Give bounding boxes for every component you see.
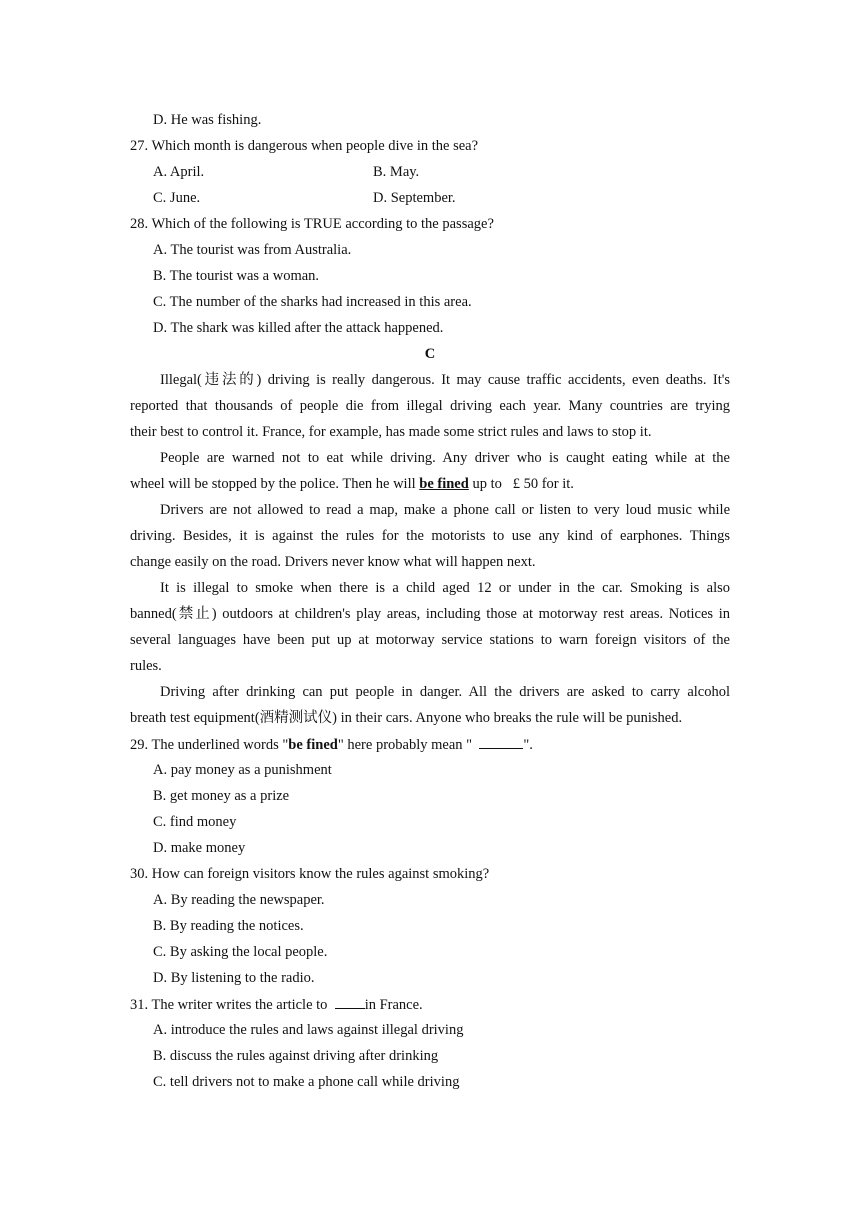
q31-text: in France. — [364, 997, 423, 1013]
p1-line: their best to control it. France, for example, has made some strict rules and laws to stop it. — [130, 424, 652, 440]
q29-option-c: C. find money — [153, 814, 237, 830]
answer-blank — [335, 994, 365, 1009]
q31-question — [130, 994, 730, 1014]
q29-text: ". — [523, 737, 533, 753]
q30-option-b: B. By reading the notices. — [153, 918, 304, 934]
answer-blank — [479, 734, 523, 749]
q31-text: 31. The writer writes the article to — [130, 997, 335, 1013]
q29-option-b: B. get money as a prize — [153, 788, 290, 804]
q30-option-c: C. By asking the local people. — [153, 944, 328, 960]
p4-line: banned(禁止) outdoors at children's play areas, including those at motorway rest areas. Notices in — [130, 606, 730, 622]
q29-option-d: D. make money — [153, 840, 246, 856]
q29-text: 29. The underlined words " — [130, 737, 289, 753]
p4-line: several languages have been put up at motorway service stations to warn foreign visitors of the — [130, 632, 730, 648]
q28-option-a: A. The tourist was from Australia. — [153, 242, 352, 258]
q29-option-a: A. pay money as a punishment — [153, 762, 332, 778]
passage-heading: C — [424, 346, 436, 362]
q26-option-d: D. He was fishing. — [153, 112, 262, 128]
q31-option-a: A. introduce the rules and laws against illegal driving — [153, 1022, 464, 1038]
q31-option-b: B. discuss the rules against driving after drinking — [153, 1048, 439, 1064]
q27-question: 27. Which month is dangerous when people dive in the sea? — [130, 138, 479, 154]
p1-line: reported that thousands of people die from illegal driving each year. Many countries are trying — [130, 398, 730, 414]
q28-option-b: B. The tourist was a woman. — [153, 268, 320, 284]
q29-bold-words: be fined — [288, 737, 338, 753]
q30-option-d: D. By listening to the radio. — [153, 970, 315, 986]
q30-option-a: A. By reading the newspaper. — [153, 892, 325, 908]
p5-line: breath test equipment(酒精测试仪) in their cars. Anyone who breaks the rule will be punished. — [130, 710, 683, 726]
underlined-words: be fined — [419, 476, 469, 492]
p2-text: wheel will be stopped by the police. Then he will — [130, 476, 420, 492]
q31-option-c: C. tell drivers not to make a phone call while driving — [153, 1074, 460, 1090]
q27-option-a: A. April. — [153, 164, 205, 180]
p1-line: Illegal(违法的) driving is really dangerous. It may cause traffic accidents, even deaths. It's — [160, 372, 730, 388]
q30-question: 30. How can foreign visitors know the rules against smoking? — [130, 866, 490, 882]
q27-option-d: D. September. — [373, 190, 456, 206]
p3-line: Drivers are not allowed to read a map, make a phone call or listen to very loud music while — [160, 502, 730, 518]
q28-option-d: D. The shark was killed after the attack happened. — [153, 320, 444, 336]
p4-line: rules. — [130, 658, 162, 674]
q27-option-b: B. May. — [373, 164, 420, 180]
q29-question — [130, 734, 730, 754]
q28-question: 28. Which of the following is TRUE according to the passage? — [130, 216, 494, 232]
q28-option-c: C. The number of the sharks had increased in this area. — [153, 294, 472, 310]
q27-option-c: C. June. — [153, 190, 201, 206]
p3-line: driving. Besides, it is against the rules for the motorists to use any kind of earphones. Things — [130, 528, 730, 544]
q29-text: " here probably mean " — [337, 737, 480, 753]
p5-line: Driving after drinking can put people in danger. All the drivers are asked to carry alcohol — [160, 684, 730, 700]
p2-text: up to £ 50 for it. — [468, 476, 574, 492]
p4-line: It is illegal to smoke when there is a child aged 12 or under in the car. Smoking is also — [160, 580, 730, 596]
p3-line: change easily on the road. Drivers never know what will happen next. — [130, 554, 536, 570]
p2-line: People are warned not to eat while driving. Any driver who is caught eating while at the — [160, 450, 730, 466]
p2-line — [130, 474, 730, 494]
